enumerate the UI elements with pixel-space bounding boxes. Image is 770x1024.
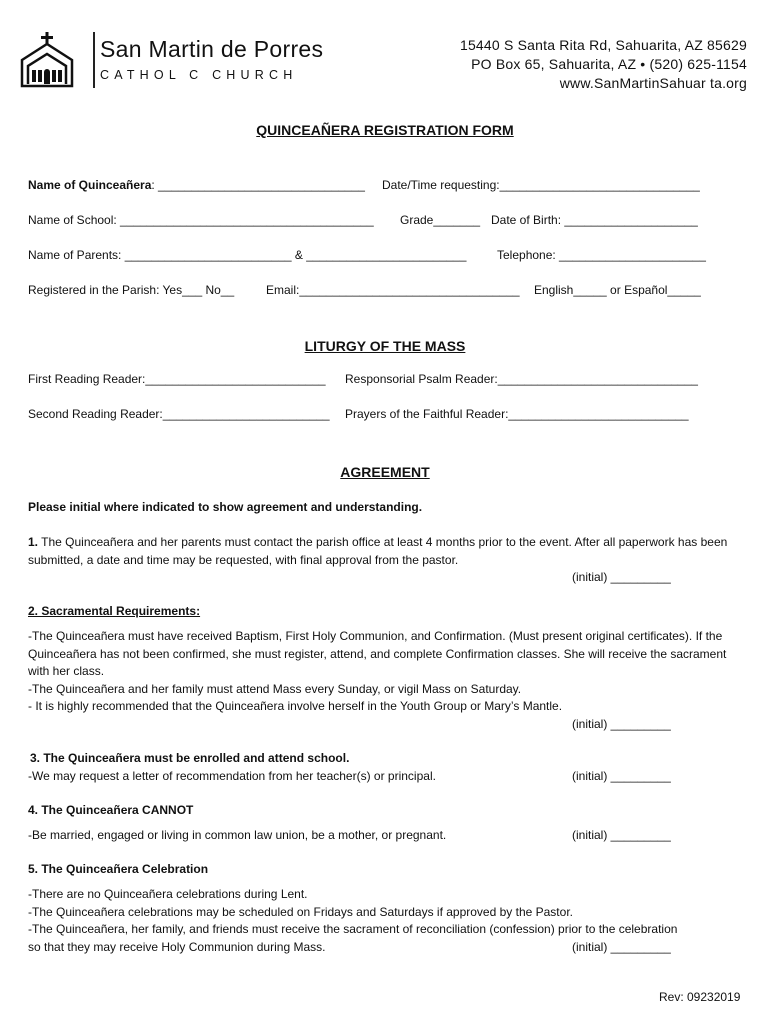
logo-divider	[93, 32, 95, 88]
school-field[interactable]: Name of School: ______________________________________	[28, 213, 374, 227]
section-4-heading: 4. The Quinceañera CANNOT	[28, 803, 194, 817]
section-3-paragraph: -We may request a letter of recommendation from her teacher(s) or principal.	[28, 769, 436, 783]
parents-field[interactable]: Name of Parents: _________________________ & ________________________	[28, 248, 467, 262]
org-name: San Martin de Porres	[100, 36, 324, 62]
section-5-heading: 5. The Quinceañera Celebration	[28, 862, 209, 876]
prayers-field[interactable]: Prayers of the Faithful Reader:___________________________	[345, 407, 689, 421]
initial-field-5[interactable]: (initial) _________	[572, 940, 671, 954]
form-title: QUINCEAÑERA REGISTRATION FORM	[256, 122, 514, 138]
org-subtitle: CATHOL C CHURCH	[100, 68, 298, 82]
initial-field-4[interactable]: (initial) _________	[572, 828, 671, 842]
quinceanera-name-label: Name of Quinceañera	[28, 178, 152, 192]
section-4-paragraph: -Be married, engaged or living in common law union, be a mother, or pregnant.	[28, 828, 447, 842]
section-2-paragraph-3: - It is highly recommended that the Quinceañera involve herself in the Youth Group or Mary’s Mantle.	[28, 699, 563, 713]
telephone-field[interactable]: Telephone: ______________________	[497, 248, 706, 262]
registered-field[interactable]: Registered in the Parish: Yes___ No__	[28, 283, 235, 297]
section-5-paragraph-3: -The Quinceañera, her family, and friends must receive the sacrament of reconciliation (confession) prior to the celebration	[28, 922, 678, 936]
second-reading-field[interactable]: Second Reading Reader:_________________________	[28, 407, 330, 421]
section-2-paragraph-1: -The Quinceañera must have received Baptism, First Holy Communion, and Confirmation. (Must present original certificates). If the Quinceañera has not been confirmed, she must register, attend, and complete Confirmation classes. She will receive the sacrament with her class.	[28, 629, 727, 678]
quinceanera-name-field[interactable]	[28, 178, 365, 192]
initial-field-1[interactable]: (initial) _________	[572, 570, 671, 584]
church-icon	[18, 32, 76, 88]
section-5-paragraph-4: so that they may receive Holy Communion during Mass.	[28, 940, 326, 954]
agreement-instruction: Please initial where indicated to show agreement and understanding.	[28, 500, 423, 514]
address-line-1: 15440 S Santa Rita Rd, Sahuarita, AZ 85629	[459, 37, 747, 53]
psalm-field[interactable]: Responsorial Psalm Reader:______________________________	[345, 372, 698, 386]
date-of-birth-field[interactable]: Date of Birth: ____________________	[491, 213, 698, 227]
email-field[interactable]: Email:_________________________________	[266, 283, 520, 297]
language-field[interactable]: English_____ or Español_____	[534, 283, 701, 297]
first-reading-field[interactable]: First Reading Reader:___________________________	[28, 372, 326, 386]
section-1-text: 1. The Quinceañera and her parents must contact the parish office at least 4 months prior to the event. After all paperwork has been submitted, a date and time may be requested, with final approval from the pastor.	[28, 535, 728, 567]
revision-label: Rev: 09232019	[659, 990, 741, 1004]
initial-field-3[interactable]: (initial) _________	[572, 769, 671, 783]
initial-field-2[interactable]: (initial) _________	[572, 717, 671, 731]
grade-field[interactable]: Grade_______	[400, 213, 481, 227]
date-time-field[interactable]: Date/Time requesting:______________________________	[382, 178, 700, 192]
agreement-title: AGREEMENT	[340, 464, 430, 480]
section-2-heading: 2. Sacramental Requirements:	[28, 604, 201, 618]
section-2-paragraph-2: -The Quinceañera and her family must attend Mass every Sunday, or vigil Mass on Saturday.	[28, 682, 522, 696]
website: www.SanMartinSahuar ta.org	[559, 75, 747, 91]
section-5-paragraph-2: -The Quinceañera celebrations may be scheduled on Fridays and Saturdays if approved by the Pastor.	[28, 905, 573, 919]
address-line-2: PO Box 65, Sahuarita, AZ • (520) 625-1154	[471, 56, 747, 72]
quinceanera-name-blank: : _______________________________	[151, 178, 365, 192]
liturgy-title: LITURGY OF THE MASS	[304, 338, 466, 354]
section-5-paragraph-1: -There are no Quinceañera celebrations during Lent.	[28, 887, 308, 901]
section-3-heading: 3. The Quinceañera must be enrolled and attend school.	[30, 751, 350, 765]
